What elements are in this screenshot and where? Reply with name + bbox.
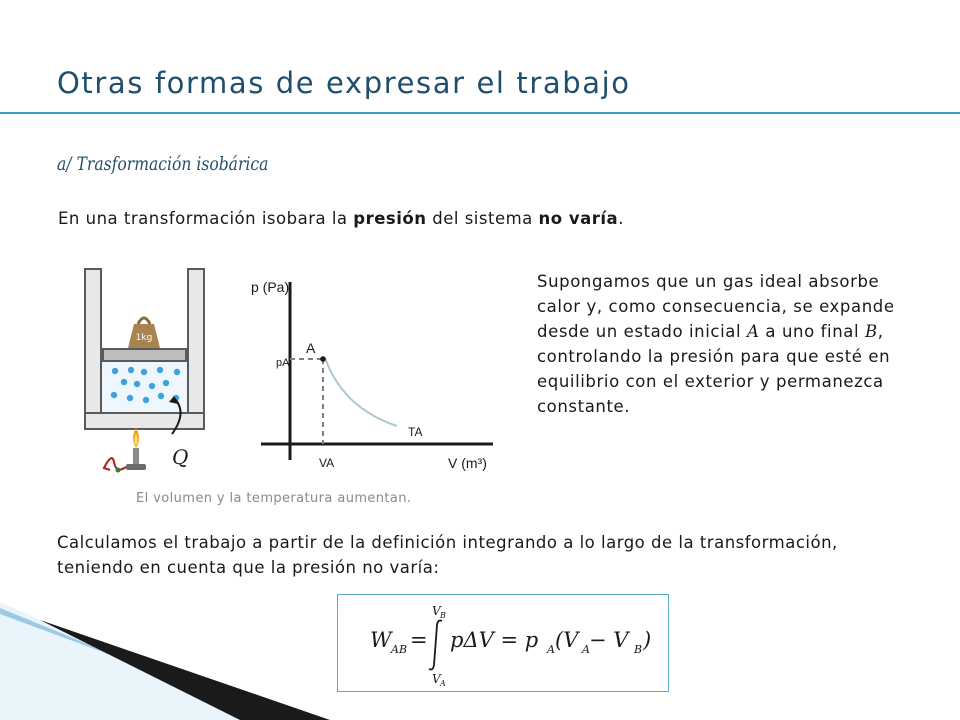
gas-bubble (121, 379, 127, 385)
formula-vb-sub: B (634, 643, 643, 656)
isotherm-label: TA (408, 425, 423, 439)
gas-bubble (158, 393, 164, 399)
explanation-text (537, 269, 912, 419)
section-subtitle: a/ Trasformación isobárica (57, 153, 269, 175)
gas-hose (104, 458, 126, 470)
formula-integrand: pΔV = p (450, 628, 539, 652)
intro-bold-pressure: presión (353, 209, 427, 228)
state-b-italic: B (865, 322, 878, 341)
intro-middle: del sistema (426, 209, 539, 228)
formula-va-sub: A (582, 643, 590, 656)
intro-bold-no-change: no varía (538, 209, 619, 228)
formula-w: W (370, 628, 392, 652)
upper-limit-sub: B (440, 611, 446, 620)
integral-sign (429, 621, 442, 670)
isotherm-curve (325, 358, 397, 426)
intro-text (58, 209, 624, 228)
intro-suffix: . (618, 209, 624, 228)
gas-bubble (149, 383, 155, 389)
lower-limit: V (432, 672, 441, 686)
formula-p-sub: A (547, 643, 555, 656)
formula-box (337, 594, 669, 692)
formula-equals: = (410, 628, 428, 652)
formula-minus-vb: − V (589, 628, 629, 652)
upper-limit: V (432, 604, 441, 618)
piston-diagram (84, 262, 214, 482)
weight-label: 1kg (135, 333, 153, 343)
gas-bubble (134, 381, 140, 387)
formula-w-sub: AB (391, 643, 408, 656)
weight-handle (138, 318, 150, 324)
explanation-part-2: a uno final (759, 322, 865, 341)
work-formula (338, 595, 668, 691)
gas-bubble (174, 369, 180, 375)
container-left-wall-inner (86, 270, 100, 428)
burner-base (126, 464, 146, 470)
explanation-part-3: , controlando la presión para que esté en equilibrio con el exterior y permanezca constante. (537, 322, 891, 416)
state-a-italic: A (747, 322, 760, 341)
pressure-label: pA (276, 357, 290, 369)
lower-limit-sub: A (440, 679, 446, 688)
burner-stem (133, 448, 139, 464)
figure-caption: El volumen y la temperatura aumentan. (136, 491, 412, 506)
gas-bubble (111, 392, 117, 398)
y-axis-label: p (Pa) (251, 279, 290, 295)
state-a-point (320, 356, 326, 362)
swoosh-light (0, 602, 330, 720)
formula-paren-va: (V (555, 628, 579, 652)
state-a-label: A (306, 340, 316, 356)
x-axis-label: V (m³) (448, 455, 487, 471)
gas-bubble (143, 397, 149, 403)
explanation-part-1: Supongamos que un gas ideal absorbe calor y, como consecuencia, se expande desde un estado inicial (537, 272, 895, 341)
calculation-text: Calculamos el trabajo a partir de la definición integrando a lo largo de la transformación, teniendo en cuenta que la presión no varía: (57, 533, 838, 577)
container-right-wall-inner (189, 270, 203, 428)
slide-title: Otras formas de expresar el trabajo (57, 66, 631, 100)
gas-bubble (127, 395, 133, 401)
gas-bubble (128, 367, 134, 373)
gas-valve-icon (116, 468, 121, 473)
piston-inner (104, 350, 185, 360)
gas-bubble (163, 380, 169, 386)
heat-label: Q (172, 445, 189, 469)
formula-paren-close: ) (643, 628, 652, 652)
decorative-swoosh (0, 590, 340, 720)
gas-bubble (157, 367, 163, 373)
gas-bubble (112, 368, 118, 374)
volume-label: VA (319, 456, 335, 470)
title-divider (0, 112, 960, 114)
intro-prefix: En una transformación isobara la (58, 209, 354, 228)
pv-graph (245, 270, 505, 480)
gas-bubble (141, 369, 147, 375)
container-bottom-inner (86, 414, 203, 428)
